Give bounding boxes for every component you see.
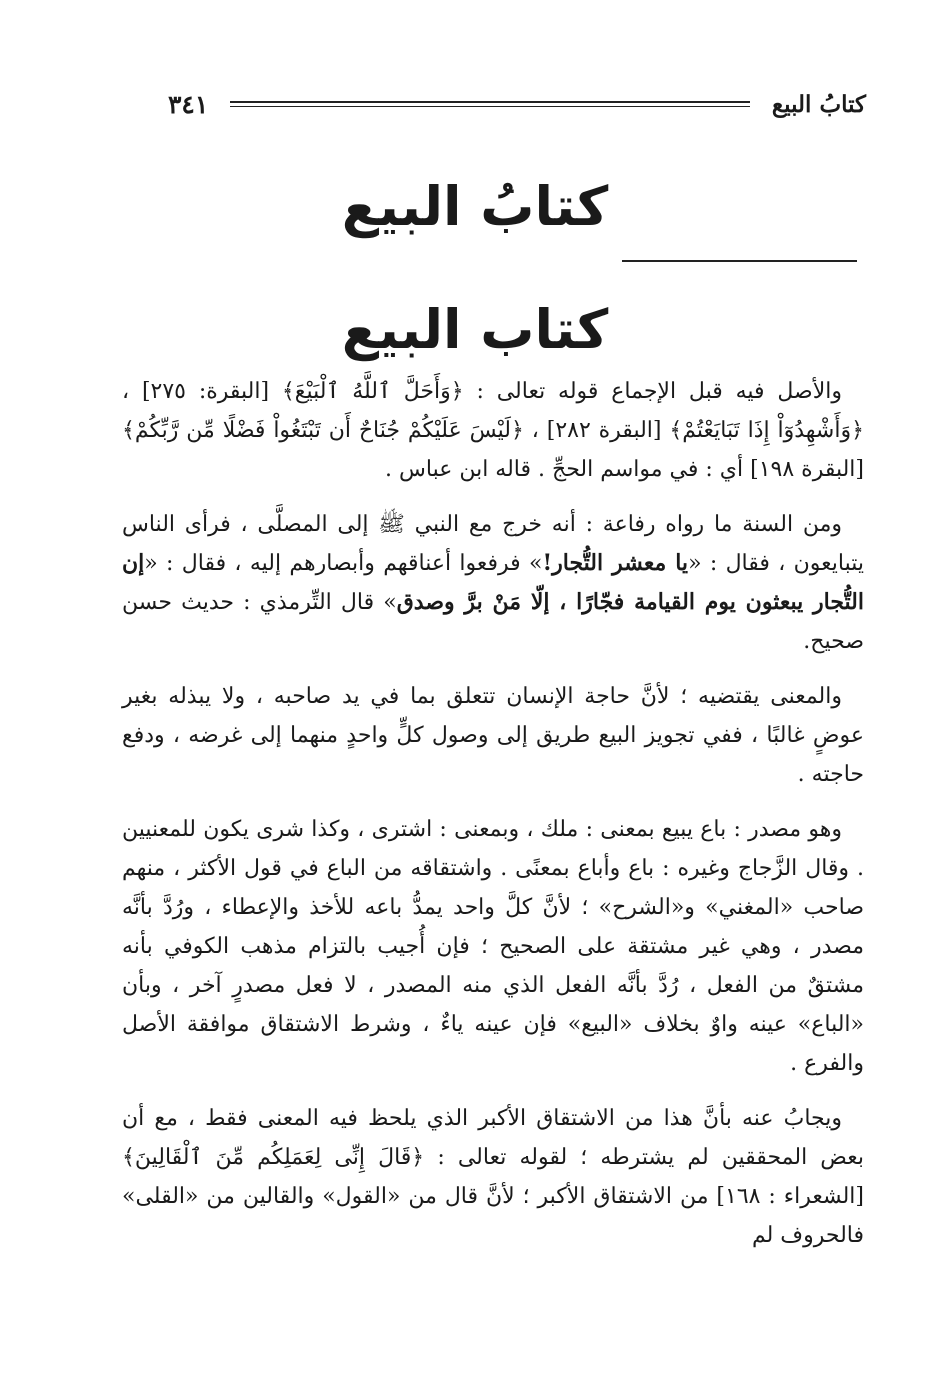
- title-rule: [622, 260, 857, 262]
- running-head: [168, 84, 866, 124]
- paragraph: [122, 677, 864, 794]
- text-segment: والأصل فيه قبل الإجماع قوله تعالى : ﴿وَأَحَلَّ ٱللَّهُ ٱلْبَيْعَ﴾ [البقرة: ٢٧٥] ، ﴿وَأَشْهِدُوٓاْ إِذَا تَبَايَعْتُمْ﴾ [البقرة ٢٨٢] ، ﴿لَيْسَ عَلَيْكُمْ جُنَاحٌ أَن تَبْتَغُواْ فَضْلًا مِّن رَّبِّكُمْ﴾ [البقرة ١٩٨] أي : في مواسم الحجِّ . قاله ابن عباس .: [122, 379, 864, 482]
- page-number: ٣٤١: [168, 89, 209, 119]
- text-segment: وهو مصدر : باع يبيع بمعنى : ملك ، وبمعنى : اشترى ، وكذا شرى يكون للمعنيين . وقال الزَّجاج وغيره : باع وأباع بمعنًى . واشتقاقه من الباع في قول الأكثر ، منهم صاحب «المغني» و«الشرح» ؛ لأنَّ كلَّ واحد يمدُّ باعه للأخذ والإعطاء ، ورُدَّ بأنَّه مصدر ، وهي غير مشتقة على الصحيح ؛ فإن أُجيب بالتزام مذهب الكوفي بأنه مشتقٌ من الفعل ، رُدَّ بأنَّه الفعل الذي منه المصدر ، لا فعل مصدرٍ آخر ، وبأن «الباع» عينه واوٌ بخلاف «البيع» فإن عينه ياءٌ ، وشرط الاشتقاق موافقة الأصل والفرع .: [122, 817, 864, 1076]
- paragraph: [122, 372, 864, 489]
- text-segment: ومن السنة ما رواه رفاعة : أنه خرج مع النبي ﷺ إلى المصلَّى ، فرأى الناس يتبايعون ، فقال : «: [122, 512, 864, 576]
- hadith-quote: يا معشر التُّجار!: [542, 550, 689, 576]
- running-title: كتابُ البيع: [771, 90, 866, 118]
- chapter-title: كتابُ البيع: [341, 175, 609, 238]
- paragraph: [122, 505, 864, 661]
- header-rule: [230, 101, 750, 107]
- text-segment: والمعنى يقتضيه ؛ لأنَّ حاجة الإنسان تتعلق بما في يد صاحبه ، ولا يبذله بغير عوضٍ غالبًا ، ففي تجويز البيع طريق إلى وصول كلٍّ واحدٍ منهما إلى غرضه ، ودفع حاجته .: [122, 684, 864, 787]
- hadith-quote: إن التُّجار يبعثون يوم القيامة فجّارًا ، إلّا مَنْ برَّ وصدق: [122, 550, 864, 615]
- text-segment: » فرفعوا أعناقهم وأبصارهم إليه ، فقال : «: [144, 551, 543, 576]
- section-title: كتاب البيع: [341, 298, 609, 361]
- text-segment: » قال التِّرمذي : حديث حسن صحيح.: [122, 590, 864, 654]
- paragraph: [122, 810, 864, 1083]
- body-text: [122, 372, 864, 1271]
- paragraph: [122, 1099, 864, 1255]
- text-segment: ويجابُ عنه بأنَّ هذا من الاشتقاق الأكبر الذي يلحظ فيه المعنى فقط ، مع أن بعض المحققين لم يشترطه ؛ لقوله تعالى : ﴿قَالَ إِنِّى لِعَمَلِكُم مِّنَ ٱلْقَالِينَ﴾ [الشعراء : ١٦٨] من الاشتقاق الأكبر ؛ لأنَّ قال من «القول» والقالين من «القلى» فالحروف لم: [122, 1106, 864, 1248]
